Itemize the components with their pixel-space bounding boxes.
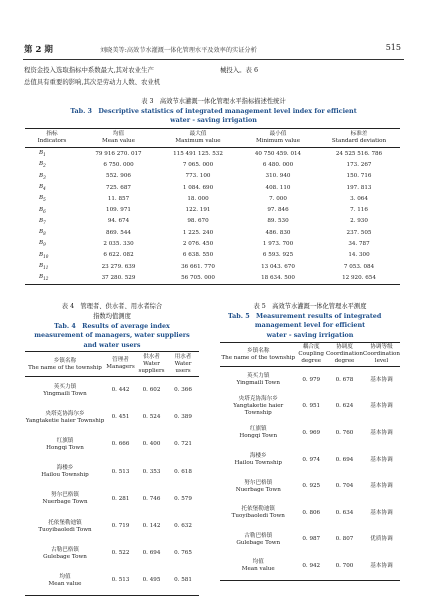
table-row xyxy=(25,486,199,513)
township-name-cell xyxy=(220,367,297,394)
township-name-en: Yangtaketie haier Township xyxy=(25,417,105,424)
table5-caption-en-1: Tab. 5 Measurement results of integrated xyxy=(228,312,382,320)
table4-caption-en-2: measurement of managers, water suppliers xyxy=(34,331,190,339)
value-cell: 0. 806 xyxy=(302,509,321,516)
body-line-1b: 械投入。表 6 xyxy=(220,66,259,74)
indicator-subscript: 12 xyxy=(43,276,49,282)
township-name-en: Mean value xyxy=(241,566,275,573)
value-cell: 0. 746 xyxy=(142,495,161,502)
value-cell: 150. 716 xyxy=(346,173,372,180)
value-cell: 0. 602 xyxy=(142,387,161,394)
value-cell: 2 076. 450 xyxy=(182,241,214,248)
table5-col-coupling: 耦合度 Coupling degree xyxy=(298,344,325,364)
value-cell: 94. 674 xyxy=(107,218,130,225)
township-name-cn: 央塔克协海尔乡 xyxy=(45,410,85,417)
value-cell: 98. 670 xyxy=(187,218,209,225)
value-cell: 310. 940 xyxy=(265,173,291,180)
value-cell: 0. 942 xyxy=(302,562,321,569)
value-cell: 0. 765 xyxy=(174,550,192,557)
township-name-cn: 海楼乡 xyxy=(249,453,267,460)
table-row xyxy=(25,272,400,284)
value-cell: 0. 634 xyxy=(335,509,354,516)
value-cell: 725. 687 xyxy=(106,184,131,191)
township-name-cell xyxy=(25,377,105,405)
table-row xyxy=(220,367,400,394)
value-cell: 0. 281 xyxy=(111,495,130,502)
table5-caption-en-3: water - saving irrigation xyxy=(266,331,354,339)
table-row xyxy=(25,250,400,261)
value-cell: 3. 064 xyxy=(350,195,368,202)
township-name-cn: 古勒巴格镇 xyxy=(51,546,79,553)
value-cell: 869. 544 xyxy=(106,229,131,236)
township-name-en: Tuoyibaoledi Town xyxy=(38,526,92,533)
indicator-subscript: 9 xyxy=(43,242,46,248)
township-name-cn: 均值 xyxy=(59,573,71,580)
value-cell: 基本协调 xyxy=(370,562,393,569)
table4-body xyxy=(25,377,199,596)
township-name-cell xyxy=(25,540,105,567)
value-cell: 14. 300 xyxy=(348,252,370,259)
value-cell: 0. 495 xyxy=(142,577,161,584)
table-row xyxy=(25,204,400,215)
table-row xyxy=(220,500,400,527)
table-row xyxy=(25,148,400,160)
township-name-cn: 托依堡勒迪镇 xyxy=(48,519,82,526)
value-cell: 6 622. 082 xyxy=(103,252,134,259)
table3-caption-en-1: Tab. 3 Descriptive statistics of integrated management level index for efficient xyxy=(70,107,357,115)
township-name-cell xyxy=(25,404,105,431)
indicator-cell: $B_{11}$ xyxy=(39,263,49,271)
table5-caption-cn: 表 5 高效节水灌溉一体化管理水平测度 xyxy=(253,303,367,310)
township-name-cn: 红旗镇 xyxy=(56,437,74,444)
value-cell: 0. 618 xyxy=(174,468,192,475)
table5 xyxy=(220,342,400,581)
value-cell: 122. 191 xyxy=(185,207,211,214)
township-name-cn: 英买力镇 xyxy=(247,373,270,380)
value-cell: 0. 142 xyxy=(142,523,161,530)
value-cell: 18 634. 500 xyxy=(261,274,295,281)
value-cell: 237. 505 xyxy=(346,229,372,236)
township-name-en: Nuerbage Town xyxy=(42,499,88,506)
indicator-subscript: 6 xyxy=(43,208,46,214)
value-cell: 6 480. 000 xyxy=(262,161,294,168)
table4-caption-en-1: Tab. 4 Results of average index xyxy=(54,322,170,330)
value-cell: 基本协调 xyxy=(370,429,393,436)
table5-col-coordination: 协调度 Coordination degree xyxy=(325,344,363,364)
indicator-subscript: 11 xyxy=(43,265,49,271)
page-number: 515 xyxy=(385,43,401,52)
body-line-2: 总值具有重要的影响,其次是劳动力人数、农业机 xyxy=(24,78,161,86)
value-cell: 13 043. 670 xyxy=(261,263,295,270)
value-cell: 11. 857 xyxy=(107,195,130,202)
township-name-cn: 红旗镇 xyxy=(249,426,267,433)
value-cell: 173. 267 xyxy=(346,161,372,168)
value-cell: 0. 925 xyxy=(302,483,321,490)
indicator-cell: $B_6$ xyxy=(39,206,46,214)
value-cell: 24 525 516. 786 xyxy=(335,150,383,157)
value-cell: 0. 624 xyxy=(335,403,354,410)
township-name-en: Gulebage Town xyxy=(43,553,87,560)
table4-col-township: 乡镇名称 The name of the township xyxy=(28,358,102,371)
table-row xyxy=(25,567,199,595)
running-title: 刘晓美等:高效节水灌溉一体化管理水平及效率的实证分析 xyxy=(100,47,257,54)
value-cell: 37 280. 529 xyxy=(101,274,136,281)
table5-body xyxy=(220,367,400,581)
value-cell: 0. 700 xyxy=(335,562,354,569)
township-name-cn: 古勒巴格镇 xyxy=(244,532,273,539)
table3-caption-en-2: water - saving irrigation xyxy=(170,116,257,124)
value-cell: 0. 513 xyxy=(111,577,130,584)
indicator-cell: $B_9$ xyxy=(39,240,46,248)
indicator-cell: $B_2$ xyxy=(39,161,46,169)
value-cell: 18. 000 xyxy=(187,195,209,202)
value-cell: 0. 442 xyxy=(111,387,130,394)
value-cell: 34. 787 xyxy=(348,241,370,248)
table3-body xyxy=(25,148,400,285)
indicator-cell: $B_3$ xyxy=(39,172,46,180)
value-cell: 6 638. 550 xyxy=(182,252,214,259)
value-cell: 7 053. 084 xyxy=(343,263,375,270)
value-cell: 0. 678 xyxy=(335,376,354,383)
table-row xyxy=(25,459,199,486)
indicator-cell: $B_5$ xyxy=(39,195,46,203)
township-name-en: Tuoyibaoledi Town xyxy=(231,513,285,520)
value-cell: 基本协调 xyxy=(370,403,393,410)
issue-number: 第 2 期 xyxy=(24,45,53,55)
table3-caption-cn: 表 3 高效节水灌溉一体化管理水平指标描述性统计 xyxy=(141,98,286,105)
value-cell: 0. 807 xyxy=(335,536,354,543)
value-cell: 0. 353 xyxy=(142,468,161,475)
township-name-cell xyxy=(220,420,297,447)
value-cell: 0. 581 xyxy=(174,577,192,584)
table3-col-mean: 均值 Mean value xyxy=(102,131,135,144)
value-cell: 23 279. 639 xyxy=(101,263,136,270)
township-name-cn: 均值 xyxy=(252,559,264,566)
value-cell: 89. 530 xyxy=(267,218,289,225)
table4-header-row xyxy=(25,352,199,377)
township-name-cn: 努尔巴格镇 xyxy=(51,492,79,499)
value-cell: 2 035. 330 xyxy=(103,241,134,248)
township-name-en: Nuerbage Town xyxy=(235,486,281,493)
township-name-en: Yingmaili Town xyxy=(236,380,280,387)
indicator-subscript: 8 xyxy=(43,231,46,237)
indicator-subscript: 2 xyxy=(43,163,46,169)
value-cell: 773. 100 xyxy=(185,173,211,180)
table4-caption-cn-1: 表 4 管理者、供水者、用水者综合 xyxy=(61,303,163,310)
table-row xyxy=(25,238,400,249)
table-row xyxy=(220,394,400,421)
value-cell: 0. 969 xyxy=(302,429,321,436)
township-name-cn: 央塔克协海尔乡 xyxy=(238,396,278,403)
table3-col-max: 最大值 Maximum value xyxy=(175,131,221,144)
value-cell: 0. 704 xyxy=(335,483,354,490)
township-name-en: Hongqi Town xyxy=(46,444,84,451)
township-name-cell xyxy=(25,431,105,458)
value-cell: 12 920. 654 xyxy=(342,274,376,281)
value-cell: 36 661. 770 xyxy=(181,263,215,270)
indicator-subscript: 7 xyxy=(43,219,46,225)
indicator-subscript: 4 xyxy=(43,186,46,192)
table-row xyxy=(25,540,199,567)
value-cell: 0. 721 xyxy=(174,441,192,448)
value-cell: 0. 389 xyxy=(174,414,192,421)
table4-col-users: 用水者 Water users xyxy=(174,353,192,374)
indicator-cell: $B_7$ xyxy=(39,217,46,225)
value-cell: 7. 000 xyxy=(269,195,287,202)
value-cell: 486. 830 xyxy=(265,229,291,236)
value-cell: 0. 400 xyxy=(142,441,161,448)
table-row xyxy=(25,261,400,272)
value-cell: 109. 971 xyxy=(106,207,131,214)
table-row xyxy=(25,404,199,431)
value-cell: 0. 579 xyxy=(174,495,192,502)
table3-header-row xyxy=(25,129,400,148)
township-name-cell xyxy=(220,553,297,580)
table4-caption-en-3: and water users xyxy=(83,341,141,349)
indicator-cell: $B_4$ xyxy=(39,183,46,192)
value-cell: 97. 846 xyxy=(267,207,289,214)
township-name-cn: 海楼乡 xyxy=(56,465,74,472)
township-name-cell xyxy=(220,527,297,554)
township-name-cell xyxy=(25,513,105,540)
table-row xyxy=(220,553,400,580)
table-row xyxy=(220,420,400,447)
value-cell: 56 705. 000 xyxy=(181,274,215,281)
indicator-cell: $B_1$ xyxy=(39,150,46,158)
value-cell: 7. 116 xyxy=(350,207,368,214)
value-cell: 7 065. 000 xyxy=(182,161,214,168)
value-cell: 1 084. 690 xyxy=(182,184,214,191)
value-cell: 408. 110 xyxy=(265,184,291,191)
value-cell: 1 973. 700 xyxy=(262,241,294,248)
township-name-cn: 英买力镇 xyxy=(53,383,77,390)
value-cell: 2. 930 xyxy=(350,218,368,225)
indicator-subscript: 5 xyxy=(43,197,46,203)
value-cell: 0. 987 xyxy=(302,536,321,543)
value-cell: 0. 979 xyxy=(302,376,321,383)
township-name-en: Yingmaili Town xyxy=(43,390,87,397)
value-cell: 基本协调 xyxy=(370,509,393,516)
indicator-cell: $B_{12}$ xyxy=(39,274,49,282)
table4 xyxy=(25,351,199,596)
township-name-en: Hailou Township xyxy=(41,472,89,479)
value-cell: 0. 694 xyxy=(335,456,354,463)
township-name-cn: 努尔巴格镇 xyxy=(244,479,273,486)
table5-caption-en-2: management level for efficient xyxy=(254,321,366,329)
indicator-cell: $B_{10}$ xyxy=(39,251,49,259)
table-row xyxy=(25,513,199,540)
table5-col-level: 协调等级 Coordination level xyxy=(362,344,400,364)
table-row xyxy=(25,171,400,182)
value-cell: 0. 666 xyxy=(111,441,130,448)
table-row xyxy=(25,431,199,458)
value-cell: 0. 513 xyxy=(111,468,130,475)
township-name-cell xyxy=(220,473,297,500)
value-cell: 基本协调 xyxy=(370,483,393,490)
body-line-1: 程资金投入选取指标中系数最大,其对农业生产 xyxy=(24,66,154,74)
value-cell: 基本协调 xyxy=(370,376,393,383)
value-cell: 0. 719 xyxy=(111,523,130,530)
table-row xyxy=(220,473,400,500)
table5-header-row xyxy=(220,343,400,367)
value-cell: 基本协调 xyxy=(370,456,393,463)
value-cell: 优质协调 xyxy=(370,536,393,543)
township-name-cell xyxy=(220,394,297,421)
value-cell: 0. 632 xyxy=(174,523,192,530)
value-cell: 115 491 125. 532 xyxy=(173,150,223,157)
indicator-cell: $B_8$ xyxy=(39,229,46,237)
table5-col-township: 乡镇名称 The name of the township xyxy=(221,348,296,361)
township-name-en: Hailou Township xyxy=(234,460,282,467)
indicator-subscript: 3 xyxy=(43,174,46,180)
value-cell: 0. 451 xyxy=(111,414,130,421)
township-name-cell xyxy=(220,447,297,474)
table-row xyxy=(220,527,400,554)
indicator-subscript: 10 xyxy=(43,253,49,259)
table4-col-managers: 管理者 Managers xyxy=(106,357,135,370)
township-name-cell xyxy=(25,459,105,486)
value-cell: 6 593. 925 xyxy=(262,252,294,259)
township-name-cell xyxy=(220,500,297,527)
value-cell: 552. 906 xyxy=(106,173,131,180)
table-row xyxy=(25,227,400,238)
township-name-cell xyxy=(25,567,105,595)
table-row xyxy=(220,447,400,474)
value-cell: 0. 694 xyxy=(142,550,161,557)
value-cell: 0. 951 xyxy=(302,403,321,410)
value-cell: 0. 524 xyxy=(142,414,161,421)
value-cell: 1 225. 240 xyxy=(182,229,214,236)
table-row xyxy=(25,159,400,170)
indicator-subscript: 1 xyxy=(43,152,46,158)
township-name-cn: 托依堡勒迪镇 xyxy=(241,506,276,513)
table4-col-suppliers: 供水者 Water suppliers xyxy=(138,353,165,374)
township-name-en: Yangtaketie haier Township xyxy=(233,403,284,417)
value-cell: 197. 813 xyxy=(346,184,372,191)
header-rule xyxy=(23,59,404,60)
table3-col-sd: 标准差 Standard deviation xyxy=(331,131,387,144)
table-row xyxy=(25,216,400,227)
value-cell: 0. 760 xyxy=(335,429,354,436)
table-row xyxy=(25,193,400,204)
table3 xyxy=(25,128,400,285)
value-cell: 40 750 459. 014 xyxy=(254,150,302,157)
township-name-cell xyxy=(25,486,105,513)
township-name-en: Hongqi Town xyxy=(239,433,278,440)
table-row xyxy=(25,182,400,193)
township-name-en: Gulebage Town xyxy=(236,539,281,546)
table3-col-min: 最小值 Minimum value xyxy=(255,131,301,144)
value-cell: 0. 522 xyxy=(111,550,130,557)
table4-caption-cn-2: 指数均值测度 xyxy=(93,313,131,320)
table3-col-indicators: 指标 Indicators xyxy=(37,131,67,144)
table-row xyxy=(25,377,199,405)
value-cell: 0. 366 xyxy=(174,387,192,394)
value-cell: 6 750. 000 xyxy=(103,161,134,168)
township-name-en: Mean value xyxy=(48,580,82,587)
value-cell: 79 916 270. 017 xyxy=(95,150,142,157)
value-cell: 0. 974 xyxy=(302,456,321,463)
